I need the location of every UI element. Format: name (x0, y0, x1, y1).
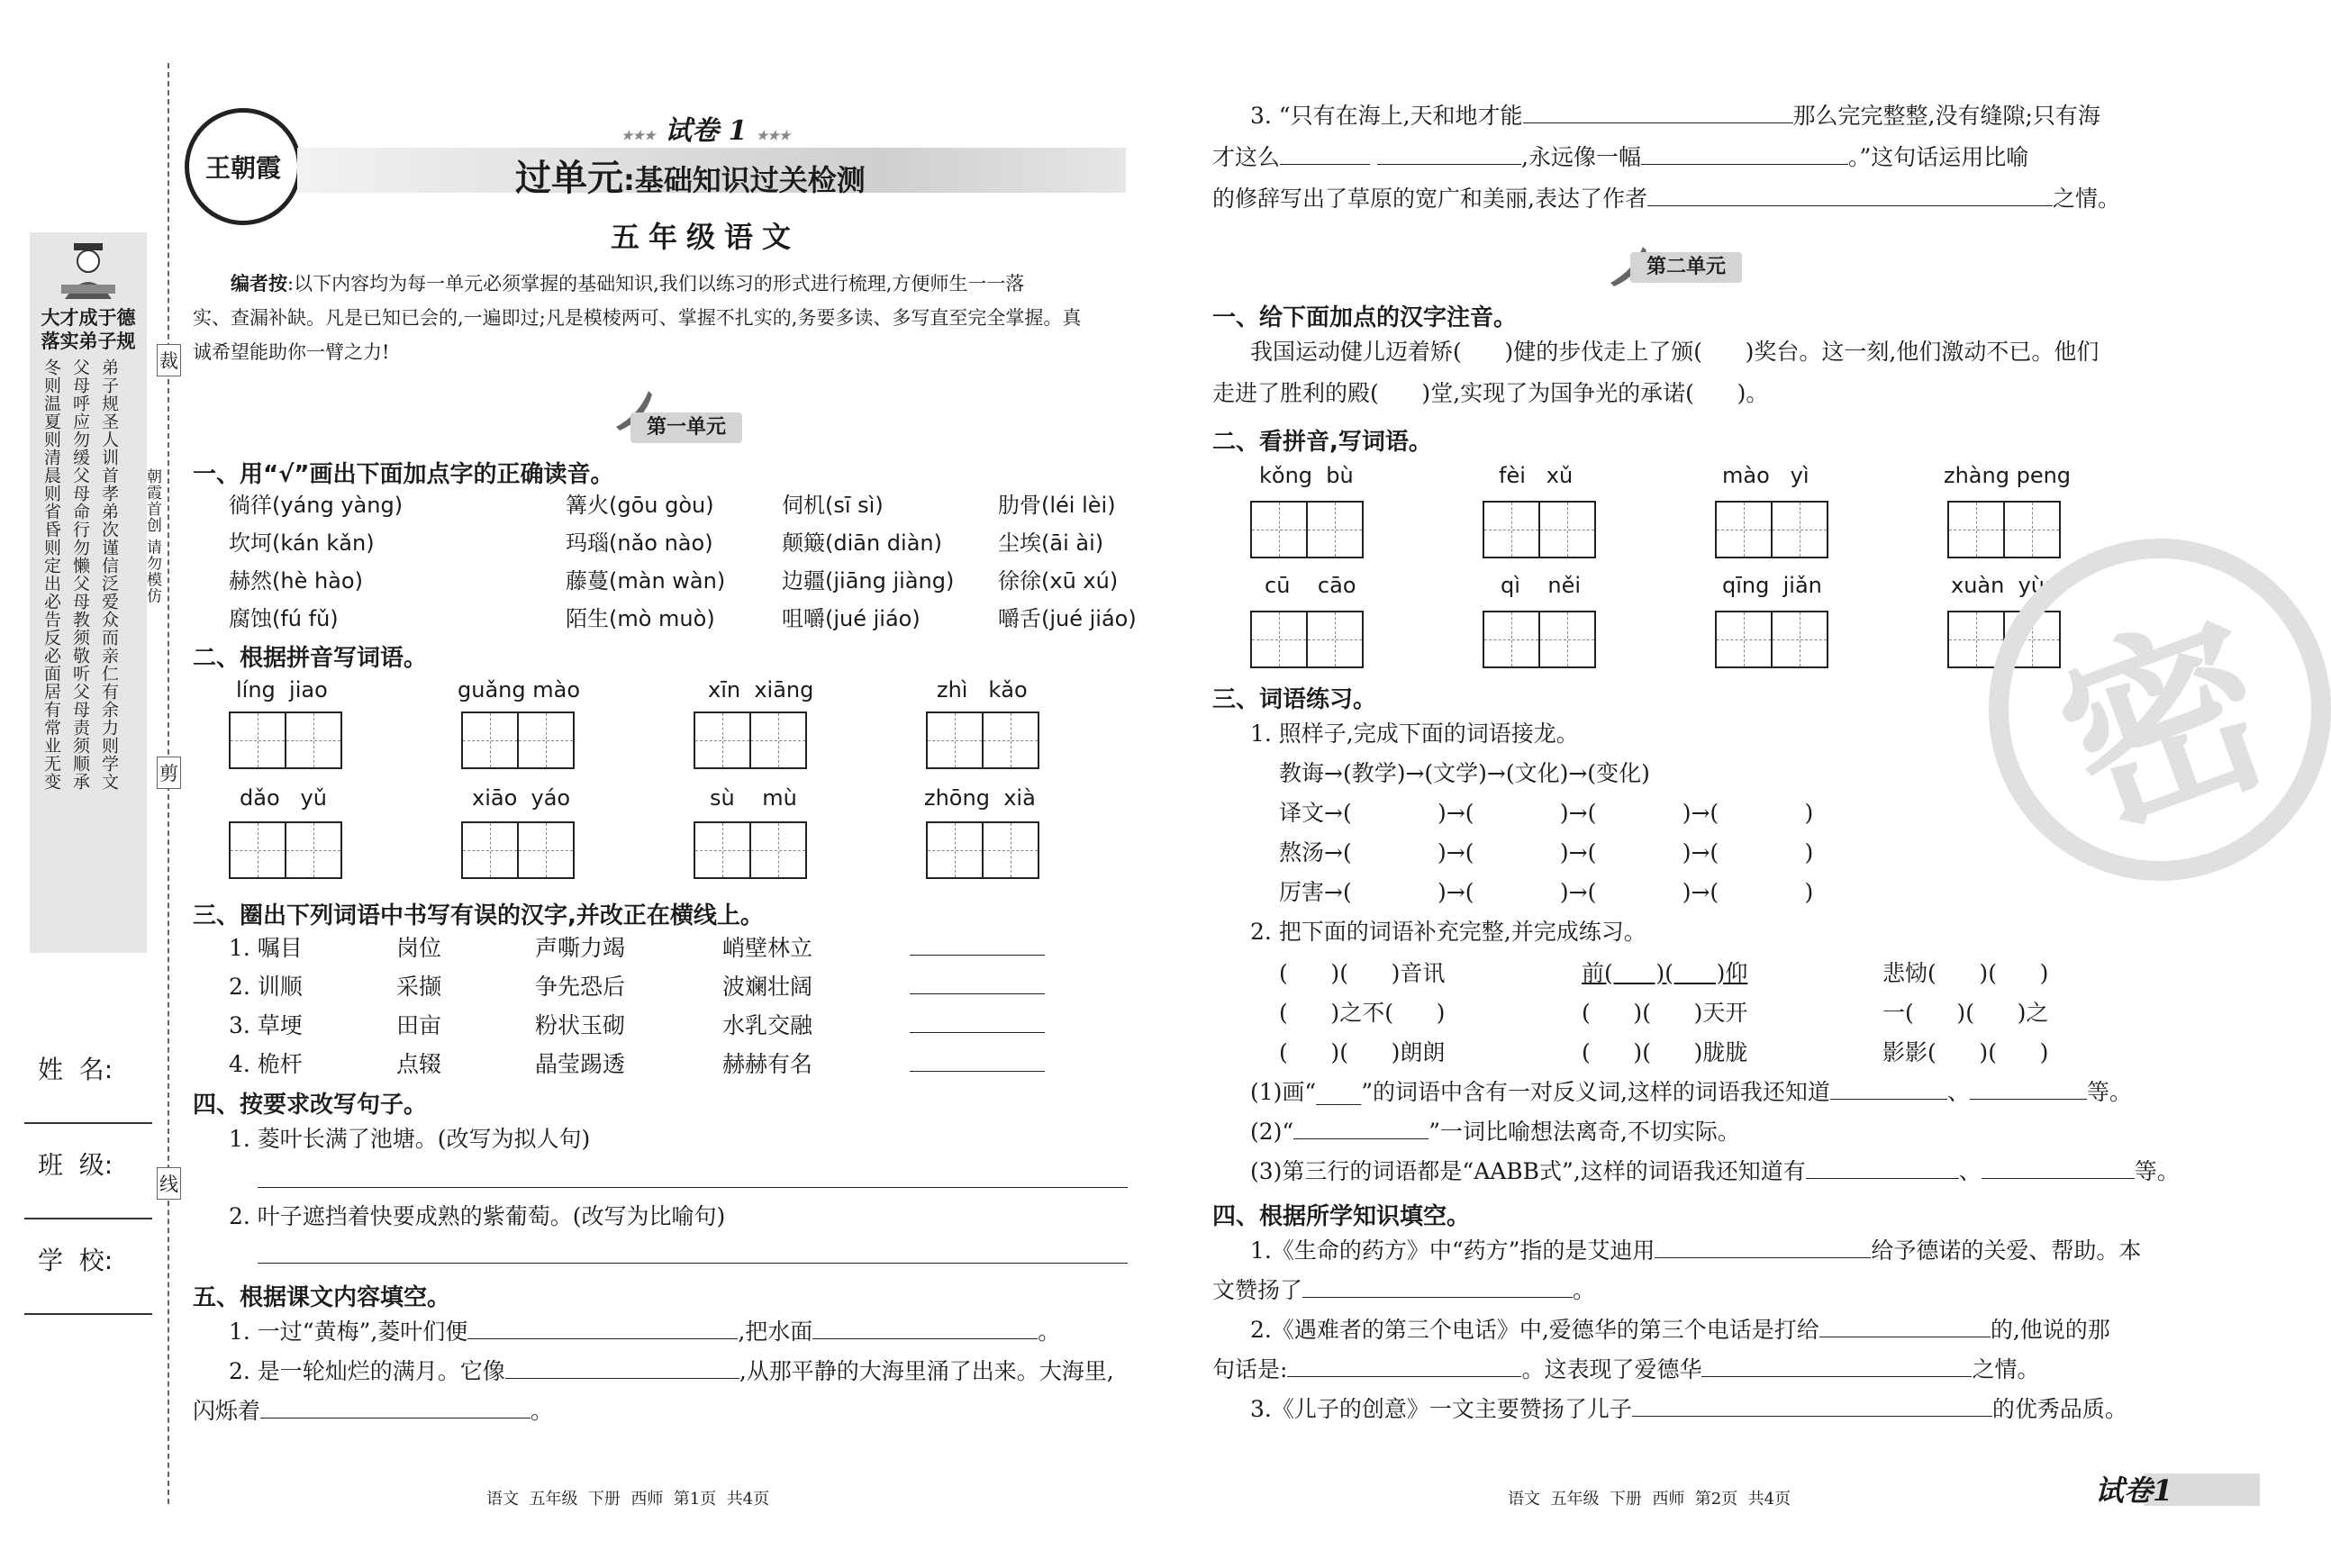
reading-item[interactable]: 伺机(sī sì) (782, 493, 884, 518)
fill-blank[interactable] (1819, 1315, 1991, 1337)
pinyin-label: guǎng mào (458, 677, 580, 702)
unit2-badge: 第二单元 (1630, 252, 1742, 283)
fill-text: 之情。 (2052, 186, 2120, 212)
fill-blank[interactable] (1647, 184, 2053, 206)
fill-blank[interactable] (1982, 1156, 2135, 1179)
pinyin-label: kǒng bù (1259, 463, 1354, 488)
fill-text: ,永远像一幅 (1521, 144, 1641, 170)
u1-q1-title: 一、用“√”画出下面加点字的正确读音。 (193, 461, 614, 488)
u1-q5-title: 五、根据课文内容填空。 (193, 1284, 451, 1311)
fill-blank[interactable] (1830, 1077, 1947, 1100)
writing-grid[interactable] (229, 821, 342, 879)
fill-blank[interactable] (467, 1317, 738, 1339)
sidebar-poem-column: 父母呼应勿缓父母命行勿懒父母教须敬听父母责须顺承 (70, 358, 90, 791)
fill-text: 等。 (2134, 1158, 2180, 1184)
pinyin-label: cū cāo (1265, 573, 1356, 598)
fill-text: 之情。 (1972, 1356, 2040, 1382)
word-item[interactable]: 粉状玉砌 (535, 1012, 626, 1038)
fill-blank[interactable] (1701, 1355, 1972, 1377)
fill-text: ”一词比喻想法离奇,不切实际。 (1429, 1119, 1740, 1145)
fill-blank[interactable] (505, 1356, 739, 1379)
footer-tag: 试卷 (2095, 1473, 2154, 1508)
fill-blank[interactable] (1302, 1275, 1573, 1298)
writing-grid[interactable] (229, 711, 342, 769)
pinyin-label: mào yì (1722, 463, 1809, 488)
idiom-item[interactable]: 前( )( )仰 (1582, 960, 1748, 986)
stars-left: ★★★ (621, 129, 656, 143)
reading-item[interactable]: 腐蚀(fú fǔ) (229, 606, 339, 631)
pinyin-label: zhì kǎo (937, 677, 1028, 702)
word-item[interactable]: 赫赫有名 (722, 1051, 813, 1077)
word-item[interactable]: 点辍 (396, 1051, 442, 1077)
u2-q1-title: 一、给下面加点的汉字注音。 (1212, 304, 1518, 331)
fill-text: 的优秀品质。 (1991, 1396, 2127, 1422)
reading-item[interactable]: 赫然(hè hào) (229, 568, 363, 594)
intro-text: 诚希望能助你一臂之力! (193, 341, 390, 363)
annotation-text: 走进了胜利的殿( )堂,实现了为国争光的承诺( )。 (1212, 380, 1769, 406)
reading-item[interactable]: 嚼舌(jué jiáo) (998, 606, 1137, 631)
idiom-item[interactable]: 悲恸( )( ) (1882, 960, 2049, 986)
reading-item[interactable]: 藤蔓(màn wàn) (566, 568, 726, 594)
word-item[interactable]: 争先恐后 (535, 974, 626, 1000)
u1-q3-table (229, 933, 1045, 1088)
series-number: 1 (728, 115, 748, 147)
fill-text: 1. 一过“黄梅”,菱叶们便 (229, 1319, 468, 1345)
reading-item[interactable]: 玛瑙(nǎo nào) (566, 530, 713, 556)
fill-text: 。 (1573, 1277, 1596, 1303)
writing-grid[interactable] (1947, 501, 2061, 558)
u2-q2-title: 二、看拼音,写词语。 (1212, 429, 1432, 456)
correction-blank[interactable] (910, 972, 1045, 994)
unit1-badge: 第一单元 (630, 412, 742, 443)
reading-item[interactable]: 边疆(jiāng jiàng) (782, 568, 955, 594)
reading-item[interactable]: 篝火(gōu gòu) (566, 493, 714, 518)
name-field[interactable] (24, 1122, 152, 1124)
word-item[interactable]: 水乳交融 (722, 1012, 813, 1038)
u2-q3-title: 三、词语练习。 (1212, 686, 1377, 713)
correction-blank[interactable] (910, 933, 1045, 956)
fill-text: 等。 (2086, 1079, 2132, 1105)
fill-text: 、 (1946, 1079, 1970, 1105)
idiom-item[interactable]: ( )( )朗朗 (1279, 1039, 1446, 1065)
word-item[interactable]: 田亩 (396, 1012, 442, 1038)
fill-blank[interactable] (1970, 1077, 2087, 1100)
class-label: 班 级: (38, 1150, 113, 1180)
pinyin-label: zhàng peng (1944, 463, 2072, 488)
chain-row[interactable]: 熬汤→( )→( )→( )→( ) (1279, 839, 1814, 866)
fill-blank[interactable] (1287, 1355, 1521, 1377)
sidebar-motto-2: 落实弟子规 (41, 330, 136, 352)
rewrite-prompt: 2. 叶子遮挡着快要成熟的紫葡萄。(改写为比喻句) (229, 1203, 726, 1229)
fill-blank[interactable] (260, 1396, 531, 1418)
pinyin-label: zhōng xià (924, 785, 1036, 811)
fill-blank[interactable] (1523, 101, 1793, 123)
answer-line[interactable] (258, 1263, 1128, 1264)
pinyin-label: sù mù (710, 785, 797, 811)
pinyin-label: fèi xǔ (1499, 463, 1574, 488)
u1-q2-title: 二、根据拼音写词语。 (193, 645, 428, 672)
sidebar-poem-column: 冬则温夏则清晨则省昏则定出必告反必面居有常业无变 (41, 358, 61, 791)
fill-blank[interactable] (1632, 1394, 1992, 1417)
writing-grid[interactable] (461, 711, 575, 769)
writing-grid[interactable] (694, 821, 807, 879)
stars-right: ★★★ (756, 129, 791, 143)
writing-grid[interactable] (1715, 611, 1828, 668)
school-label: 学 校: (38, 1246, 113, 1275)
fill-text: 才这么 (1212, 144, 1281, 170)
reading-item[interactable]: 徜徉(yáng yàng) (229, 493, 404, 518)
sidebar-motto-1: 大才成于德 (41, 306, 136, 329)
pinyin-label: dǎo yǔ (240, 785, 327, 811)
confidential-watermark: 密 (1989, 539, 2331, 881)
writing-grid[interactable] (926, 711, 1039, 769)
fill-text: 那么完完整整,没有缝隙;只有海 (1792, 103, 2100, 129)
pinyin-label: xiāo yáo (472, 785, 571, 811)
correction-blank[interactable] (910, 1011, 1045, 1033)
subject-title: 五年级语文 (611, 220, 801, 254)
fill-blank[interactable] (1377, 142, 1521, 165)
fill-text: 2.《遇难者的第三个电话》中,爱德华的第三个电话是打给 (1250, 1317, 1819, 1343)
cut-mark: 剪 (157, 757, 181, 789)
fill-text: (1)画“____”的词语中含有一对反义词,这样的词语我还知道 (1250, 1079, 1830, 1105)
reading-item[interactable]: 颠簸(diān diàn) (782, 530, 942, 556)
word-item[interactable]: 3. 草埂 (229, 1012, 303, 1038)
cut-mark: 线 (157, 1167, 181, 1200)
fill-text: 给予德诺的关爱、帮助。本 (1871, 1237, 2142, 1264)
annotation-text: 我国运动健儿迈着矫( )健的步伐走上了颁( )奖台。这一刻,他们激动不已。他们 (1250, 339, 2100, 365)
chain-example: 教诲→(教学)→(文学)→(文化)→(变化) (1279, 760, 1650, 786)
fill-blank[interactable] (1806, 1156, 1959, 1179)
footer-tag-number: 1 (2153, 1473, 2173, 1508)
writing-grid[interactable] (1483, 501, 1596, 558)
rewrite-prompt: 1. 菱叶长满了池塘。(改写为拟人句) (229, 1126, 591, 1152)
fill-text: 2. 是一轮灿烂的满月。它像 (229, 1358, 505, 1384)
fill-blank[interactable] (1280, 142, 1370, 165)
word-item[interactable]: 岗位 (396, 935, 442, 961)
fill-text: (3)第三行的词语都是“AABB式”,这样的词语我还知道有 (1250, 1158, 1806, 1184)
pinyin-label: líng jiao (236, 677, 328, 702)
writing-grid[interactable] (461, 821, 575, 879)
fill-text: (2)“ (1250, 1119, 1294, 1145)
subquestion: 1. 照样子,完成下面的词语接龙。 (1250, 721, 1579, 747)
word-item[interactable]: 2. 训顺 (229, 974, 303, 1000)
page-footer-right: 语文 五年级 下册 西师 第2页 共4页 (1508, 1490, 1791, 1509)
fill-blank[interactable] (1641, 142, 1848, 165)
name-label: 姓 名: (38, 1055, 113, 1084)
writing-grid[interactable] (926, 821, 1039, 879)
fill-text: 。 (531, 1398, 554, 1424)
fill-text: 。”这句话运用比喻 (1847, 144, 2029, 170)
fill-text: 。 (1038, 1319, 1061, 1345)
fill-text: 文赞扬了 (1212, 1277, 1303, 1303)
reading-item[interactable]: 陌生(mò muò) (566, 606, 715, 631)
fill-text: 的修辞写出了草原的宽广和美丽,表达了作者 (1212, 186, 1647, 212)
pinyin-label: qīng jiǎn (1722, 573, 1822, 598)
word-item[interactable]: 采撷 (396, 974, 442, 1000)
idiom-item[interactable]: ( )( )天开 (1582, 1000, 1748, 1026)
idiom-item[interactable]: 影影( )( ) (1882, 1039, 2049, 1065)
word-item[interactable]: 晶莹踢透 (535, 1051, 626, 1077)
pinyin-label: xīn xiāng (708, 677, 814, 702)
u1-q1-table (229, 490, 1137, 641)
reading-item[interactable]: 坎坷(kán kǎn) (229, 530, 375, 556)
fill-text: 1.《生命的药方》中“药方”指的是艾迪用 (1250, 1237, 1655, 1264)
fill-text: 的,他说的那 (1990, 1317, 2110, 1343)
cut-mark: 裁 (157, 344, 181, 376)
logo (185, 108, 302, 225)
fill-text: 、 (1958, 1158, 1982, 1184)
reading-item[interactable]: 肋骨(léi lèi) (998, 493, 1116, 518)
writing-grid[interactable] (1715, 501, 1828, 558)
sidebar-poem-column: 弟子规圣人训首孝弟次谨信泛爱众而亲仁有余力则学文 (99, 358, 119, 791)
fill-text: ,从那平静的大海里涌了出来。大海里, (739, 1358, 1114, 1384)
idiom-item[interactable]: 一( )( )之 (1882, 1000, 2049, 1026)
fill-blank[interactable] (812, 1317, 1038, 1339)
idiom-item[interactable]: ( )之不( ) (1279, 1000, 1446, 1026)
reading-item[interactable]: 尘埃(āi ài) (998, 530, 1104, 556)
reading-item[interactable]: 徐徐(xū xú) (998, 568, 1119, 594)
logo-text: 王朝霞 (204, 153, 281, 183)
fill-text: 。这表现了爱德华 (1521, 1356, 1702, 1382)
fill-text: 3.《儿子的创意》一文主要赞扬了儿子 (1250, 1396, 1632, 1422)
writing-grid[interactable] (1250, 501, 1364, 558)
title-main: 过单元 (515, 158, 623, 199)
u1-q4-title: 四、按要求改写句子。 (193, 1092, 428, 1119)
word-item[interactable]: 峭壁林立 (722, 935, 813, 961)
idiom-grid (1279, 958, 2048, 1077)
idiom-item[interactable]: ( )( )音讯 (1279, 960, 1446, 986)
title-sub: :基础知识过关检测 (623, 163, 866, 197)
intro-text: 实、查漏补缺。凡是已知已会的,一遍即过;凡是模棱两可、掌握不扎实的,务要多读、多写直至完全掌握。真 (193, 307, 1082, 329)
writing-grid[interactable] (694, 711, 807, 769)
word-item[interactable]: 4. 桅杆 (229, 1051, 303, 1077)
subquestion: 2. 把下面的词语补充完整,并完成练习。 (1250, 919, 1646, 945)
word-item[interactable]: 1. 嘱目 (229, 935, 303, 961)
intro-label: 编者按 (231, 272, 287, 295)
u1-q3-title: 三、圈出下列词语中书写有误的汉字,并改正在横线上。 (193, 902, 764, 929)
fill-text: 闪烁着 (193, 1398, 261, 1424)
pinyin-label: qì něi (1501, 573, 1582, 598)
fill-text: 句话是: (1212, 1356, 1288, 1382)
u2-q4-title: 四、根据所学知识填空。 (1212, 1203, 1471, 1230)
class-field[interactable] (24, 1218, 152, 1219)
reading-item[interactable]: 咀嚼(jué jiáo) (782, 606, 921, 631)
chain-row[interactable]: 厉害→( )→( )→( )→( ) (1279, 879, 1814, 905)
intro-text: :以下内容均为每一单元必须掌握的基础知识,我们以练习的形式进行梳理,方便师生一一落 (287, 273, 1025, 295)
writing-grid[interactable] (1483, 611, 1596, 668)
copyright-note: 朝霞首创 请勿模仿 (143, 468, 161, 604)
word-item[interactable]: 波斓壮阔 (722, 974, 813, 1000)
scholar-illustration (52, 238, 124, 301)
answer-line[interactable] (258, 1187, 1128, 1188)
idiom-item[interactable]: ( )( )胧胧 (1582, 1039, 1748, 1065)
fill-blank[interactable] (1293, 1117, 1429, 1139)
correction-blank[interactable] (910, 1049, 1045, 1072)
school-field[interactable] (24, 1313, 152, 1315)
writing-grid[interactable] (1250, 611, 1364, 668)
pinyin-label: xuàn yùn (1951, 573, 2059, 598)
series-label: 试卷 (665, 115, 720, 147)
fill-text: 3. “只有在海上,天和地才能 (1250, 103, 1523, 129)
fill-text: ,把水面 (738, 1319, 813, 1345)
page-footer-left: 语文 五年级 下册 西师 第1页 共4页 (486, 1490, 770, 1509)
chain-row[interactable]: 译文→( )→( )→( )→( ) (1279, 800, 1814, 826)
word-item[interactable]: 声嘶力竭 (535, 935, 626, 961)
fill-blank[interactable] (1655, 1236, 1871, 1258)
